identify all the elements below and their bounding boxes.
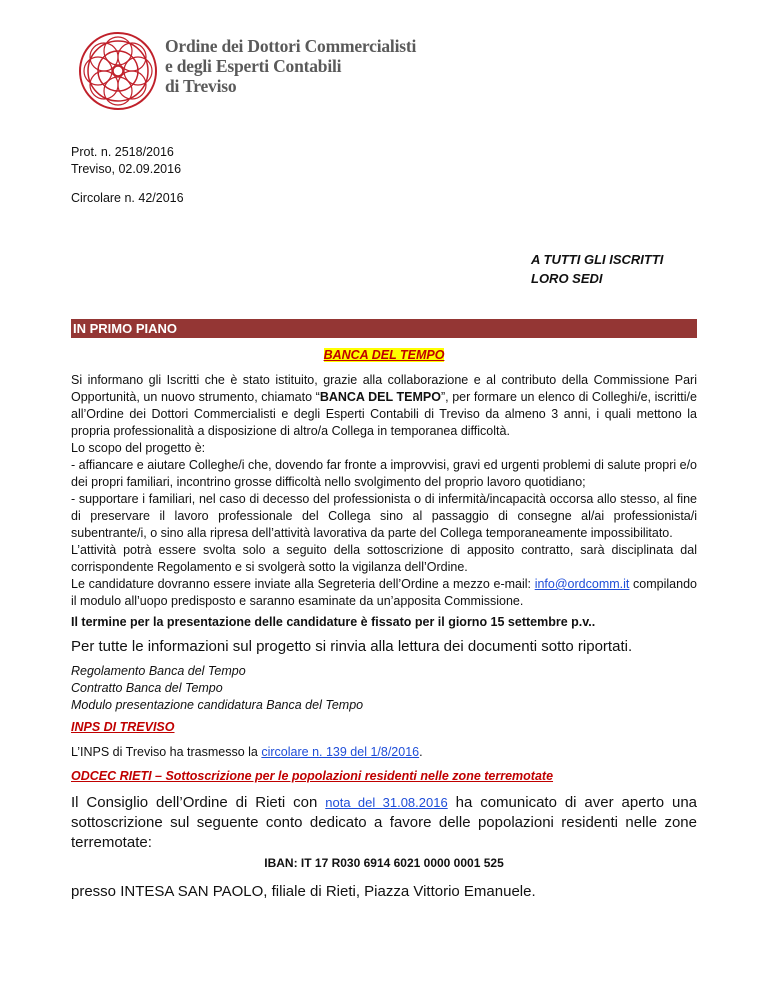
inps-text [71,744,697,761]
banca-deadline: Il termine per la presentazione delle candidature è fissato per il giorno 15 settembre p.v.. [71,615,596,629]
banca-paragraph-1 [71,372,697,440]
recipients [531,250,663,288]
banca-paragraph-4: - supportare i familiari, nel caso di decesso del professionista o di infermità/incapacità occorsa allo stesso, al fine di preservare il lavoro professionale del Collega sino al passaggio di consegne al/ai professionista/i subentrante/i, o sino alla ripresa dell’attività lavorativa da parte del Collega temporaneamente impossibilitato. [71,492,697,540]
banca-paragraph-3: - affiancare e aiutare Colleghe/i che, dovendo far fronte a improvvisi, gravi ed urgenti problemi di salute propri e/o dei propri familiari, incontrino grosse difficoltà nello svolgimento del proprio lavoro quotidiano; [71,458,697,489]
inps-circolare-link[interactable]: circolare n. 139 del 1/8/2016 [261,745,420,759]
banca-more-info: Per tutte le informazioni sul progetto si rinvia alla lettura dei documenti sotto riportati. [71,638,633,655]
rieti-bank: presso INTESA SAN PAOLO, filiale di Rieti, Piazza Vittorio Emanuele. [71,883,536,900]
recipients-line-2: LORO SEDI [531,271,603,286]
section-band: IN PRIMO PIANO [71,319,697,338]
inps-title: INPS DI TREVISO [71,720,175,734]
recipients-line-1: A TUTTI GLI ISCRITTI [531,252,664,267]
rieti-text-end: ha comunicato di aver aperto una sottoscrizione sul seguente conto dedicato a favore delle popolazioni residenti nelle zone terremotate: [71,794,697,851]
banca-title-wrap [71,346,697,364]
banca-body [71,372,697,714]
doc-item-contratto[interactable]: Contratto Banca del Tempo [71,681,223,695]
logo-emblem-icon [75,28,161,114]
inps-text-start: L’INPS di Treviso ha trasmesso la [71,745,262,759]
banca-paragraph-6 [71,576,697,610]
banca-p1-end: ”, per formare un elenco di Colleghi/e, iscritti/e all’Ordine dei Dottori Commercialisti e degli Esperti Contabili di Treviso da almeno 3 anni, i quali mettono la propria professionalità a disposizione di altro/a Collega in temporanea difficoltà. [71,390,697,438]
banca-paragraph-2: Lo scopo del progetto è: [71,441,206,455]
rieti-section [71,768,697,902]
logo-line-3: di Treviso [165,76,237,96]
header-logo [75,28,435,118]
rieti-iban: IBAN: IT 17 R030 6914 6021 0000 0001 525 [264,856,504,870]
doc-item-modulo[interactable]: Modulo presentazione candidatura Banca del Tempo [71,698,364,712]
banca-title: BANCA DEL TEMPO [323,348,445,362]
place-date: Treviso, 02.09.2016 [71,162,182,176]
logo-text [165,36,416,96]
banca-p1-start: Si informano gli Iscritti che è stato istituito, grazie alla collaborazione e al contributo della Commissione Pari Opportunità, un nuovo strumento, chiamato “ [71,373,697,404]
rieti-text-start: Il Consiglio dell’Ordine di Rieti con [71,794,326,811]
rieti-nota-link[interactable]: nota del 31.08.2016 [325,795,448,810]
rieti-title: ODCEC RIETI – Sottoscrizione per le popolazioni residenti nelle zone terremotate [71,769,554,783]
banca-p6-end: compilando il modulo all’uopo predisposto e saranno esaminate da un’apposita Commissione. [71,577,697,608]
logo-line-1: Ordine dei Dottori Commercialisti [165,36,417,56]
rieti-text [71,793,697,853]
inps-text-end: . [419,745,423,759]
banca-p6-start: Le candidature dovranno essere inviate alla Segreteria dell’Ordine a mezzo e-mail: [71,577,535,591]
email-link[interactable]: info@ordcomm.it [534,577,630,591]
inps-section [71,719,697,761]
circolare-number: Circolare n. 42/2016 [71,191,184,205]
doc-item-regolamento[interactable]: Regolamento Banca del Tempo [71,664,246,678]
banca-paragraph-5: L’attività potrà essere svolta solo a seguito della sottoscrizione di apposito contratto, sarà disciplinata dal corrispondente Regolamento e si svolgerà sotto la vigilanza dell’Ordine. [71,543,697,574]
banca-p1-bold: BANCA DEL TEMPO [319,390,441,404]
banca-doc-list [71,663,697,714]
protocol-number: Prot. n. 2518/2016 [71,145,174,159]
logo-line-2: e degli Esperti Contabili [165,56,342,76]
